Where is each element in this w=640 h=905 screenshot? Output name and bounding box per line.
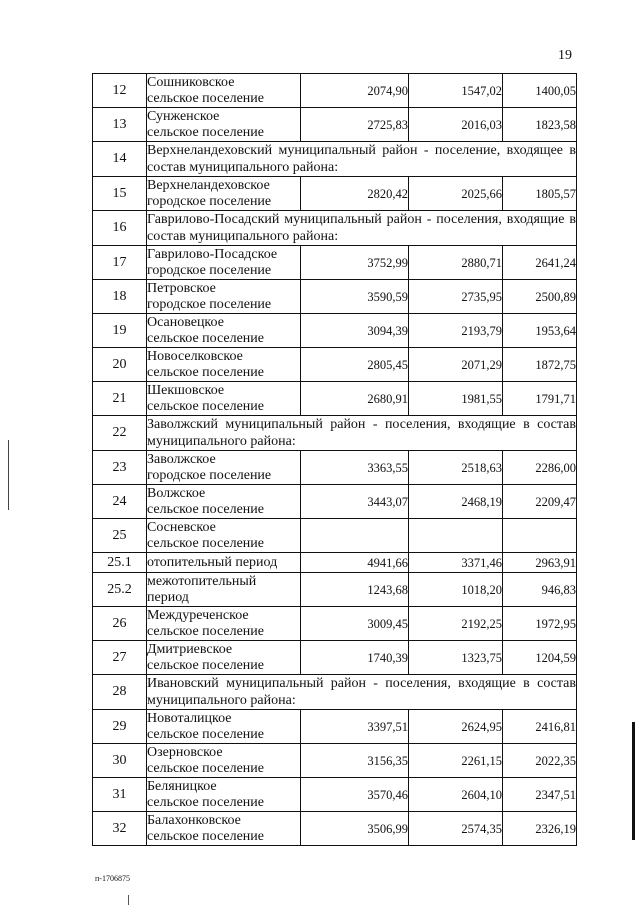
value-col-3: 2209,47 <box>503 485 577 519</box>
value-col-1: 2680,91 <box>301 382 409 416</box>
page-number: 19 <box>558 48 572 63</box>
table-row <box>93 246 577 280</box>
settlement-name <box>147 348 301 382</box>
row-number: 19 <box>93 314 147 348</box>
table-row <box>93 744 577 778</box>
value-col-2: 2604,10 <box>409 778 503 812</box>
value-col-1: 3397,51 <box>301 710 409 744</box>
settlement-name-line: сельское поселение <box>147 794 264 810</box>
table-row <box>93 710 577 744</box>
district-header-row <box>93 142 577 177</box>
settlement-name-line: сельское поселение <box>147 828 264 844</box>
settlement-name <box>147 641 301 675</box>
value-col-3: 2500,89 <box>503 280 577 314</box>
settlement-name-line: Сунженское <box>147 108 220 124</box>
footer-document-code: п-1706875 <box>95 874 130 883</box>
value-col-2: 2071,29 <box>409 348 503 382</box>
value-col-2: 2261,15 <box>409 744 503 778</box>
value-col-2: 2192,25 <box>409 607 503 641</box>
value-col-3: 1805,57 <box>503 177 577 211</box>
settlement-name-line: сельское поселение <box>147 623 264 639</box>
settlement-name <box>147 108 301 142</box>
value-col-1: 2820,42 <box>301 177 409 211</box>
district-header-row <box>93 211 577 246</box>
row-number: 17 <box>93 246 147 280</box>
settlement-name <box>147 485 301 519</box>
value-col-1: 4941,66 <box>301 553 409 573</box>
settlement-name <box>147 778 301 812</box>
value-col-2: 2518,63 <box>409 451 503 485</box>
row-number: 26 <box>93 607 147 641</box>
value-col-2: 2468,19 <box>409 485 503 519</box>
settlement-name-line: Междуреченское <box>147 607 249 623</box>
settlement-name <box>147 607 301 641</box>
value-col-3: 1791,71 <box>503 382 577 416</box>
value-col-1 <box>301 519 409 553</box>
row-number: 20 <box>93 348 147 382</box>
value-col-3: 1972,95 <box>503 607 577 641</box>
table-row <box>93 519 577 553</box>
settlement-name-line: Беляницкое <box>147 778 217 794</box>
district-header-text: Верхнеландеховский муниципальный район - поселение, входящее в состав муниципального района: <box>147 143 576 175</box>
settlement-name-line: Шекшовское <box>147 382 225 398</box>
row-number: 22 <box>93 416 147 451</box>
value-col-1: 3506,99 <box>301 812 409 846</box>
settlement-name-line: городское поселение <box>147 262 272 278</box>
row-number: 25.1 <box>93 553 147 573</box>
settlement-name-line: Заволжское <box>147 451 216 467</box>
district-header-text: Заволжский муниципальный район - поселения, входящие в состав муниципального района: <box>147 417 576 449</box>
row-number: 31 <box>93 778 147 812</box>
value-col-1: 3094,39 <box>301 314 409 348</box>
value-col-2: 1981,55 <box>409 382 503 416</box>
settlement-name-line: Осановецкое <box>147 314 224 330</box>
value-col-1: 2725,83 <box>301 108 409 142</box>
value-col-1: 3590,59 <box>301 280 409 314</box>
value-col-2: 2574,35 <box>409 812 503 846</box>
settlement-name-line: сельское поселение <box>147 657 264 673</box>
table-row <box>93 74 577 108</box>
settlement-name-line: межотопительный <box>147 573 257 589</box>
settlement-name-line: отопительный период <box>147 554 278 570</box>
value-col-1: 2805,45 <box>301 348 409 382</box>
value-col-2: 2880,71 <box>409 246 503 280</box>
value-col-3: 2286,00 <box>503 451 577 485</box>
table-row <box>93 485 577 519</box>
row-number: 12 <box>93 74 147 108</box>
row-number: 21 <box>93 382 147 416</box>
value-col-1: 2074,90 <box>301 74 409 108</box>
district-header-row <box>93 675 577 710</box>
value-col-1: 1740,39 <box>301 641 409 675</box>
settlement-name <box>147 744 301 778</box>
table-row <box>93 778 577 812</box>
value-col-2: 1018,20 <box>409 573 503 607</box>
value-col-3: 1400,05 <box>503 74 577 108</box>
settlement-name-line: городское поселение <box>147 467 272 483</box>
value-col-3: 2641,24 <box>503 246 577 280</box>
row-number: 24 <box>93 485 147 519</box>
row-number: 16 <box>93 211 147 246</box>
row-number: 14 <box>93 142 147 177</box>
settlement-name-line: сельское поселение <box>147 330 264 346</box>
value-col-2: 1547,02 <box>409 74 503 108</box>
row-number: 32 <box>93 812 147 846</box>
settlement-name-line: Сошниковское <box>147 74 235 90</box>
row-number: 25 <box>93 519 147 553</box>
value-col-1: 3570,46 <box>301 778 409 812</box>
tariff-table-body <box>93 74 577 846</box>
settlement-name-line: городское поселение <box>147 296 272 312</box>
settlement-name <box>147 74 301 108</box>
settlement-name-line: сельское поселение <box>147 501 264 517</box>
row-number: 27 <box>93 641 147 675</box>
table-row <box>93 108 577 142</box>
settlement-name <box>147 710 301 744</box>
table-row <box>93 451 577 485</box>
settlement-name <box>147 280 301 314</box>
row-number: 13 <box>93 108 147 142</box>
value-col-3: 2963,91 <box>503 553 577 573</box>
value-col-1: 3443,07 <box>301 485 409 519</box>
value-col-3: 1872,75 <box>503 348 577 382</box>
settlement-name-line: сельское поселение <box>147 364 264 380</box>
value-col-3: 2022,35 <box>503 744 577 778</box>
settlement-name-line: Новоселковское <box>147 348 243 364</box>
settlement-name <box>147 177 301 211</box>
row-number: 30 <box>93 744 147 778</box>
value-col-1: 3752,99 <box>301 246 409 280</box>
settlement-name-line: период <box>147 589 189 605</box>
settlement-name-line: сельское поселение <box>147 90 264 106</box>
settlement-name <box>147 573 301 607</box>
value-col-2 <box>409 519 503 553</box>
row-number: 15 <box>93 177 147 211</box>
value-col-3: 1204,59 <box>503 641 577 675</box>
row-number: 18 <box>93 280 147 314</box>
value-col-1: 3156,35 <box>301 744 409 778</box>
tariff-table <box>92 73 577 846</box>
settlement-name-line: Волжское <box>147 485 206 501</box>
settlement-name <box>147 553 301 573</box>
value-col-2: 2025,66 <box>409 177 503 211</box>
settlement-name-line: городское поселение <box>147 193 272 209</box>
row-number: 23 <box>93 451 147 485</box>
settlement-name-line: Верхнеландеховское <box>147 177 270 193</box>
table-row <box>93 607 577 641</box>
table-row <box>93 573 577 607</box>
settlement-name <box>147 314 301 348</box>
value-col-2: 3371,46 <box>409 553 503 573</box>
settlement-name <box>147 382 301 416</box>
value-col-2: 2016,03 <box>409 108 503 142</box>
district-header-text: Гаврилово-Посадский муниципальный район - поселения, входящие в состав муниципального района: <box>147 212 576 244</box>
scan-mark-right <box>632 722 635 840</box>
table-row <box>93 348 577 382</box>
value-col-1: 1243,68 <box>301 573 409 607</box>
value-col-3: 2347,51 <box>503 778 577 812</box>
settlement-name-line: сельское поселение <box>147 726 264 742</box>
settlement-name-line: Дмитриевское <box>147 641 233 657</box>
value-col-3: 2416,81 <box>503 710 577 744</box>
value-col-2: 2193,79 <box>409 314 503 348</box>
settlement-name-line: Гаврилово-Посадское <box>147 246 278 262</box>
settlement-name-line: сельское поселение <box>147 124 264 140</box>
settlement-name-line: сельское поселение <box>147 398 264 414</box>
settlement-name <box>147 451 301 485</box>
settlement-name <box>147 812 301 846</box>
value-col-2: 2624,95 <box>409 710 503 744</box>
value-col-2: 2735,95 <box>409 280 503 314</box>
value-col-3: 946,83 <box>503 573 577 607</box>
value-col-1: 3363,55 <box>301 451 409 485</box>
settlement-name-line: Петровское <box>147 280 216 296</box>
settlement-name-line: сельское поселение <box>147 760 264 776</box>
table-row <box>93 177 577 211</box>
value-col-1: 3009,45 <box>301 607 409 641</box>
table-row <box>93 314 577 348</box>
table-row <box>93 641 577 675</box>
settlement-name-line: Балахонковское <box>147 812 241 828</box>
value-col-2: 1323,75 <box>409 641 503 675</box>
scan-mark-left <box>8 440 9 510</box>
row-number: 29 <box>93 710 147 744</box>
table-row <box>93 553 577 573</box>
scan-mark-bottom <box>128 895 129 905</box>
value-col-3: 2326,19 <box>503 812 577 846</box>
table-row <box>93 280 577 314</box>
district-header-text: Ивановский муниципальный район - поселения, входящие в состав муниципального района: <box>147 676 576 708</box>
settlement-name <box>147 246 301 280</box>
value-col-3: 1823,58 <box>503 108 577 142</box>
value-col-3 <box>503 519 577 553</box>
settlement-name-line: сельское поселение <box>147 535 264 551</box>
row-number: 25.2 <box>93 573 147 607</box>
row-number: 28 <box>93 675 147 710</box>
settlement-name <box>147 519 301 553</box>
settlement-name-line: Новоталицкое <box>147 710 232 726</box>
value-col-3: 1953,64 <box>503 314 577 348</box>
district-header-row <box>93 416 577 451</box>
settlement-name-line: Озерновское <box>147 744 223 760</box>
table-row <box>93 812 577 846</box>
table-row <box>93 382 577 416</box>
settlement-name-line: Сосневское <box>147 519 216 535</box>
